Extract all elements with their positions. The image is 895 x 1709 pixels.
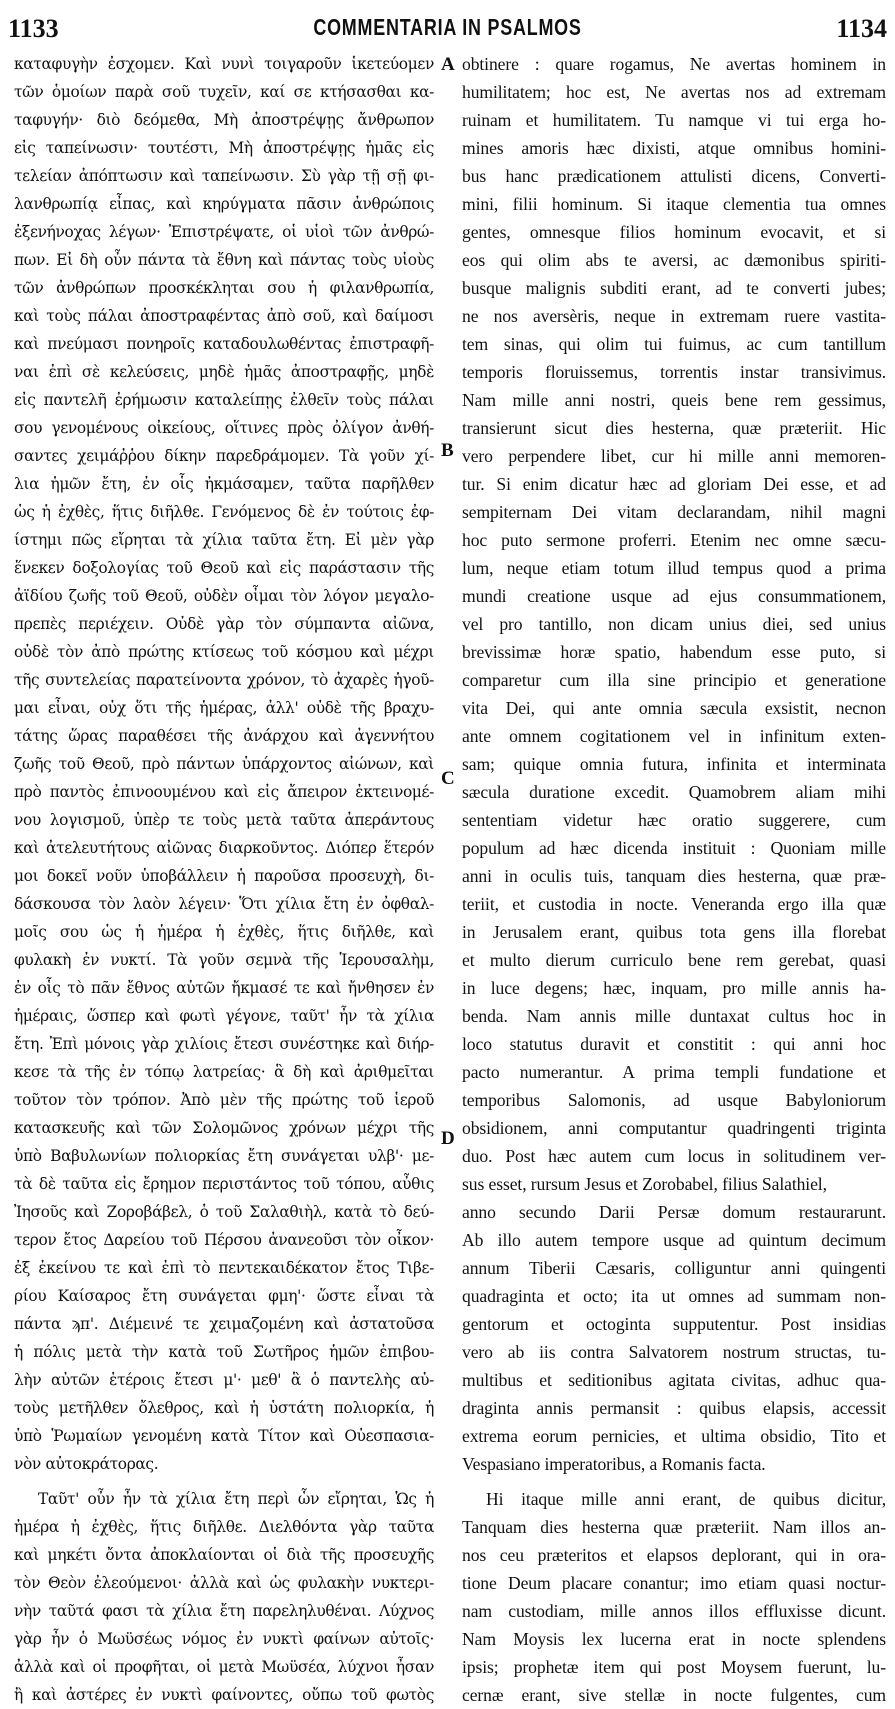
latin-text-line: sententiam videtur hæc oratio suggerere, cum	[462, 810, 886, 830]
latin-text-line: cernæ erant, sive stellæ in nocte fulgentes, cum	[462, 1685, 886, 1705]
latin-text-line: tione Deum placare conantur; imo etiam quasi noctur-	[462, 1573, 886, 1593]
latin-text-line: busque malignis subditi erant, ad te converti jubes;	[462, 278, 886, 298]
greek-text-line: νὸν αὐτοκράτορας.	[14, 1455, 159, 1473]
greek-text-line: ἔτη. Ἐπὶ μόνοις γὰρ χιλίοις ἔτεσι συνέστηκε καὶ διήρ-	[14, 1035, 434, 1053]
latin-text-line: et multo dierum curriculo bene rem gerebat, quasi	[462, 950, 886, 970]
latin-text-line: mines amoris hæc dixisti, atque omnibus homini-	[462, 138, 886, 158]
latin-text-line: duo. Post hæc autem cum locus in solitudinem ver-	[462, 1146, 886, 1166]
margin-mark-c: C	[441, 768, 455, 789]
greek-text-line: εἰς παντελῆ ἐρήμωσιν καταλείπῃς ἐλθεῖν τοὺς πάλαι	[14, 391, 434, 409]
greek-text-line: ἡ πόλις μετὰ τὴν κατὰ τοῦ Σωτῆρος ἡμῶν ἐπιβου-	[14, 1343, 434, 1361]
latin-text-line: in Jerusalem erant, quibus tota gens illa florebat	[462, 922, 886, 942]
latin-text-line: nos ceu præteritos et elapsos deplorant, qui in ora-	[462, 1545, 886, 1565]
latin-text-line: Hi itaque mille anni erant, de quibus dicitur,	[486, 1489, 886, 1509]
latin-text-line: vero perpendere libet, cur hi mille anni memoren-	[462, 446, 886, 466]
paragraph-gap	[462, 1478, 886, 1485]
latin-text-line: teriit, et custodia in nocte. Veneranda ergo illa quæ	[462, 894, 886, 914]
latin-text-line: brevissimæ horæ spatio, habendum esse puto, si	[462, 642, 886, 662]
latin-text-line: anni in oculis tuis, tanquam dies hesterna, quæ præ-	[462, 866, 886, 886]
greek-text-line: ἐξ ἐκείνου τε καὶ ἐπὶ τὸ πεντεκαιδέκατον ἔτος Τιβε-	[14, 1259, 434, 1277]
greek-text-line: μοῖς σου ὡς ἡ ἡμέρα ἡ ἐχθὲς, ἥτις διῆλθε, καὶ	[14, 923, 434, 941]
latin-text-line: draginta annis permansit : quibus elapsis, accessit	[462, 1398, 886, 1418]
greek-text-line: τὰ δὲ ταῦτα εἰς ἔρημον περιστάντος τοῦ τόπου, αὖθις	[14, 1175, 434, 1193]
greek-text-line: ίστημι πῶς εἴρηται τὰ χίλια ταῦτα ἔτη. Εἰ μὲν γὰρ	[14, 531, 434, 549]
greek-text-line: πων. Εἰ δὴ οὖν πάντα τὰ ἔθνη καὶ πάντας τοὺς υἱοὺς	[14, 251, 434, 269]
greek-text-line: νου λογισμοῦ, ὑπὲρ τε τοὺς μετὰ ταῦτα ἀπεράντους	[14, 811, 434, 829]
greek-text-line: λὴν αὐτῶν ἑτέροις ἔτεσι μ'· μεθ' ἃ ὁ παντελὴς αὐ-	[14, 1371, 434, 1389]
latin-text-line: benda. Nam annis mille duntaxat cultus hoc in	[462, 1006, 886, 1026]
greek-text-line: τοῦτον τὸν τρόπον. Ἀπὸ μὲν τῆς πρώτης τοῦ ἱεροῦ	[14, 1091, 434, 1109]
greek-text-line: καὶ μηκέτι ὄντα ἀποκλαίονται οἱ διὰ τῆς προσευχῆς	[14, 1546, 434, 1564]
latin-text-line: quadraginta et octo; ita ut omnes ad summam non-	[462, 1286, 886, 1306]
greek-text-line: τῆς συντελείας παρατείνοντα χρόνον, τὸ ἀχαρὲς ἡγοῦ-	[14, 671, 434, 689]
latin-text-line: bus hanc prædicationem attulisti dicens, Converti-	[462, 166, 886, 186]
greek-text-line: ὡς ἡ ἐχθὲς, ἥτις διῆλθε. Γενόμενος δὲ ἐν τούτοις ἐφ-	[14, 503, 434, 521]
greek-text-line: ἕνεκεν δοξολογίας τοῦ Θεοῦ καὶ εἰς παράστασιν τῆς	[14, 559, 434, 577]
latin-text-line: transierunt sicut dies hesterna, quæ præteriit. Hic	[462, 418, 886, 438]
latin-text-line: obsidionem, anni computantur quadringenti triginta	[462, 1118, 886, 1138]
latin-text-line: tur. Si enim dicatur hæc ad gloriam Dei esse, et ad	[462, 474, 886, 494]
greek-text-line: ρίου Καίσαρος ἔτη συνάγεται φμη'· ὥστε εἶναι τὰ	[14, 1287, 434, 1305]
greek-column	[14, 50, 434, 1709]
latin-column	[462, 50, 886, 1709]
latin-text-line: humilitatem; hoc est, Ne avertas nos ad extremam	[462, 82, 886, 102]
latin-text-line: sus esset, rursum Jesus et Zorobabel, filius Salathiel,	[462, 1174, 827, 1194]
latin-text-line: extrema eorum pernicies, et ultima obsidio, Tito et	[462, 1426, 886, 1446]
latin-text-line: Ab illo autem tempore usque ad quintum decimum	[462, 1230, 886, 1250]
greek-text-line: μοι δοκεῖ νοῦν ὑποβάλλειν ἡ παροῦσα προσευχὴ, δι-	[14, 867, 434, 885]
greek-text-line: τάτης ὥρας παραθέσει τῆς ἀνάρχου καὶ ἀγεννήτου	[14, 727, 434, 745]
greek-text-line: τῶν ὁμοίων παρὰ σοῦ τυχεῖν, καί σε κτήσασθαι κα-	[14, 83, 434, 101]
latin-text-line: in luce degens; hæc, inquam, pro mille annis ha-	[462, 978, 886, 998]
page-number-left: 1133	[8, 14, 59, 43]
page-number-right: 1134	[836, 14, 887, 43]
greek-text-line: ἢ καὶ ἀστέρες ἐν νυκτὶ φαίνοντες, οὔπω τοῦ φωτὸς	[14, 1686, 434, 1704]
greek-text-line: ὑπὸ Βαβυλωνίων πολιορκίας ἔτη συνάγεται υλβ'· με-	[14, 1147, 434, 1165]
latin-text-line: ante omnem cogitationem vel in infinitum exten-	[462, 726, 886, 746]
latin-text-line: Tanquam dies hesterna quæ præteriit. Nam illos an-	[462, 1517, 886, 1537]
latin-text-line: ipsis; prophetæ item qui post Moysem fuerunt, lu-	[462, 1657, 886, 1677]
margin-mark-a: A	[441, 54, 455, 75]
latin-text-line: Vespasiano imperatoribus, a Romanis facta.	[462, 1454, 766, 1474]
greek-text-line: πάντα ϡπ'. Διέμεινέ τε χειμαζομένη καὶ ἀστατοῦσα	[14, 1315, 434, 1333]
latin-text-line: mundi creatione usque ad ejus consummationem,	[462, 586, 886, 606]
latin-text-line: comparetur cum illa sine principio et generatione	[462, 670, 886, 690]
latin-text-line: obtinere : quare rogamus, Ne avertas hominem in	[462, 54, 886, 74]
greek-text-line: Ἰησοῦς καὶ Ζοροβάβελ, ὁ τοῦ Σαλαθιὴλ, κατὰ τὸ δεύ-	[14, 1203, 434, 1221]
latin-text-line: gentes, omnesque filios hominum evocavit, et si	[462, 222, 886, 242]
greek-text-line: ἡμέρα ἡ ἐχθὲς, ἥτις διῆλθε. Διελθόντα γὰρ ταῦτα	[14, 1518, 434, 1536]
greek-text-line: ταφυγήν· διὸ δεόμεθα, Μὴ ἀποστρέψῃς ἄνθρωπον	[14, 111, 434, 129]
margin-mark-d: D	[441, 1128, 455, 1149]
latin-text-line: annum Tiberii Cæsaris, colliguntur anni quingenti	[462, 1258, 886, 1278]
latin-text-line: Nam Moysis lex lucerna erat in nocte splendens	[462, 1629, 886, 1649]
latin-text-line: multibus et seditionibus agitata civitas, adhuc qua-	[462, 1370, 886, 1390]
greek-text-line: ἀϊδίου ζωῆς τοῦ Θεοῦ, οὐδὲν οἶμαι τὸν λόγον μεγαλο-	[14, 587, 434, 605]
paragraph-gap	[14, 1478, 434, 1485]
latin-text-line: ne nos aversèris, neque in extremam ruere vastita-	[462, 306, 886, 326]
greek-text-line: κεσε τὰ τῆς ἐν τόπῳ λατρείας· ἃ δὴ καὶ ἀριθμεῖται	[14, 1063, 434, 1081]
greek-text-line: λανθρωπίᾳ εἶπας, καὶ κηρύγματα πᾶσιν ἀνθρώποις	[14, 195, 434, 213]
greek-text-line: οὐδὲ τὸν ἀπὸ πρώτης κτίσεως τοῦ κόσμου καὶ μέχρι	[14, 643, 434, 661]
latin-text-line: sæcula duratione excedit. Quamobrem aliam mihi	[462, 782, 886, 802]
greek-text-line: μαι εἶναι, οὐχ ὅτι τῆς ἡμέρας, ἀλλ' οὐδὲ τῆς βραχυ-	[14, 699, 434, 717]
latin-text-line: temporis floruissemus, torrentis instar transivimus.	[462, 362, 886, 382]
greek-text-line: καταφυγὴν ἐσχομεν. Καὶ νυνὶ τοιγαροῦν ἱκετεύομεν	[14, 55, 434, 73]
greek-text-line: καὶ πνεύμασι πονηροῖς καταδουλωθέντας ἐπιστραφῆ-	[14, 335, 434, 353]
latin-text-line: lum, neque etiam totum illud tempus quod a prima	[462, 558, 886, 578]
greek-text-line: ἀλλὰ καὶ οἱ προφῆται, οἱ μετὰ Μωϋσέα, λύχνοι ἦσαν	[14, 1658, 434, 1676]
greek-text-line: σου γενομένους οἰκείους, οἵτινες πρὸς ὀλίγον ἀνθή-	[14, 419, 434, 437]
running-title: COMMENTARIA IN PSALMOS	[313, 14, 582, 40]
greek-text-line: νὴν ταῦτά φασι τὰ χίλια ἔτη παρεληλυθέναι. Λύχνος	[14, 1602, 434, 1620]
page-header	[8, 14, 887, 44]
greek-text-line: κατασκευῆς καὶ τῶν Σολομῶνος χρόνων μέχρι τῆς	[14, 1119, 434, 1137]
greek-text-line: Ταῦτ' οὖν ἦν τὰ χίλια ἔτη περὶ ὧν εἴρηται, Ὡς ἡ	[38, 1490, 434, 1508]
latin-text-line: anno secundo Darii Persæ domum restaurarunt.	[462, 1202, 886, 1222]
greek-text-line: τὸν Θεὸν ἐλεούμενοι· ἀλλὰ καὶ ὡς φυλακὴν νυκτερι-	[14, 1574, 434, 1592]
greek-text-line: καὶ τοὺς πάλαι ἀποστραφέντας ἀπὸ σοῦ, καὶ δαίμοσι	[14, 307, 434, 325]
latin-text-line: temporibus Salomonis, ad usque Babyloniorum	[462, 1090, 886, 1110]
latin-text-line: hoc puto sermone proferri. Etenim nec omne sæcu-	[462, 530, 886, 550]
latin-text-line: vero ab iis contra Salvatorem nostrum structas, tu-	[462, 1342, 886, 1362]
latin-text-line: pacto numerantur. A prima templi fundatione et	[462, 1062, 886, 1082]
greek-text-line: καὶ ἀτελευτήτους αἰῶνας διαρκοῦντος. Διόπερ ἕτερόν	[14, 839, 434, 857]
latin-text-line: vita Dei, qui ante omnia sæcula exsistit, necnon	[462, 698, 886, 718]
greek-text-line: φυλακὴ ἐν νυκτί. Τὰ γοῦν σεμνὰ τῆς Ἱερουσαλὴμ,	[14, 951, 434, 969]
greek-text-line: ὑπὸ Ῥωμαίων γενομένη κατὰ Τίτον καὶ Οὐεσπασια-	[14, 1427, 434, 1445]
greek-text-line: τοὺς μετῆλθεν ὄλεθρος, καὶ ἡ ὑστάτη πολιορκία, ἡ	[14, 1399, 434, 1417]
latin-text-line: ruinam et humilitatem. Tu namque vi tui erga ho-	[462, 110, 886, 130]
greek-text-line: λια ἡμῶν ἔτη, ἐν οἷς ἠκμάσαμεν, ταῦτα παρῆλθεν	[14, 475, 434, 493]
greek-text-line: πρεπὲς περιέχειν. Οὐδὲ γὰρ τὸν σύμπαντα αἰῶνα,	[14, 615, 434, 633]
greek-text-line: γὰρ ἦν ὁ Μωϋσέως νόμος ἐν νυκτὶ φαίνων αὐτοῖς·	[14, 1630, 434, 1648]
latin-text-line: eos qui olim abs te aversi, ac dæmonibus spiriti-	[462, 250, 886, 270]
greek-text-line: δάσκουσα τὸν λαὸν λέγειν· Ὅτι χίλια ἔτη ἐν ὀφθαλ-	[14, 895, 434, 913]
latin-text-line: Nam mille anni nostri, queis bene rem gessimus,	[462, 390, 886, 410]
latin-text-line: sempiternam Dei vitam declarandam, nihil magni	[462, 502, 886, 522]
greek-text-line: σαντες χειμάῤῥου δίκην παρεδράμομεν. Τὰ γοῦν χί-	[14, 447, 434, 465]
greek-text-line: ἐν οἷς τὸ πᾶν ἔθνος αὐτῶν ἤκμασέ τε καὶ ἤνθησεν ἐν	[14, 979, 434, 997]
greek-text-line: εἰς ταπείνωσιν· τουτέστι, Μὴ ἀποστρέψῃς ἡμᾶς εἰς	[14, 139, 434, 157]
latin-text-line: gentorum et octoginta supputentur. Post insidias	[462, 1314, 886, 1334]
latin-text-line: tem sinas, qui olim tui fuimus, ac cum tantillum	[462, 334, 886, 354]
greek-text-line: τῶν ἀνθρώπων προσκέκληται σου ἡ φιλανθρωπία,	[14, 279, 434, 297]
latin-text-line: vel pro tantillo, non dicam unius diei, sed unius	[462, 614, 886, 634]
greek-text-line: τελείαν ἀπόπτωσιν καὶ ταπείνωσιν. Σὺ γὰρ τῇ σῇ φι-	[14, 167, 434, 185]
greek-text-line: ἡμέραις, ὥσπερ καὶ φωτὶ γέγονε, ταῦτ' ἦν τὰ χίλια	[14, 1007, 434, 1025]
greek-text-line: ἐξενήνοχας λέγων· Ἐπιστρέψατε, οἱ υἱοὶ τῶν ἀνθρώ-	[14, 223, 434, 241]
latin-text-line: loco statutus duravit et constitit : qui anni hoc	[462, 1034, 886, 1054]
greek-text-line: ναι ἐπὶ σὲ κελεύσεις, μηδὲ ἡμᾶς ἀποστραφῇς, μηδὲ	[14, 363, 434, 381]
greek-text-line: πρὸ παντὸς ἐπινοουμένου καὶ εἰς ἄπειρον ἐκτεινομέ-	[14, 783, 434, 801]
latin-text-line: mini, filii hominum. Si itaque clementia tua omnes	[462, 194, 886, 214]
greek-text-line: τερον ἔτος Δαρείου τοῦ Πέρσου ἀνανεοῦσι τὸν οἶκον·	[14, 1231, 434, 1249]
latin-text-line: populum ad hæc dicenda instituit : Quoniam mille	[462, 838, 886, 858]
greek-text-line: ζωῆς τοῦ Θεοῦ, πρὸ πάντων ὑπάρχοντος αἰώνων, καὶ	[14, 755, 434, 773]
latin-text-line: nam custodiam, mille annos illos effluxisse dicunt.	[462, 1601, 886, 1621]
latin-text-line: sam; quique omnia futura, infinita et interminata	[462, 754, 886, 774]
margin-mark-b: B	[441, 440, 454, 461]
